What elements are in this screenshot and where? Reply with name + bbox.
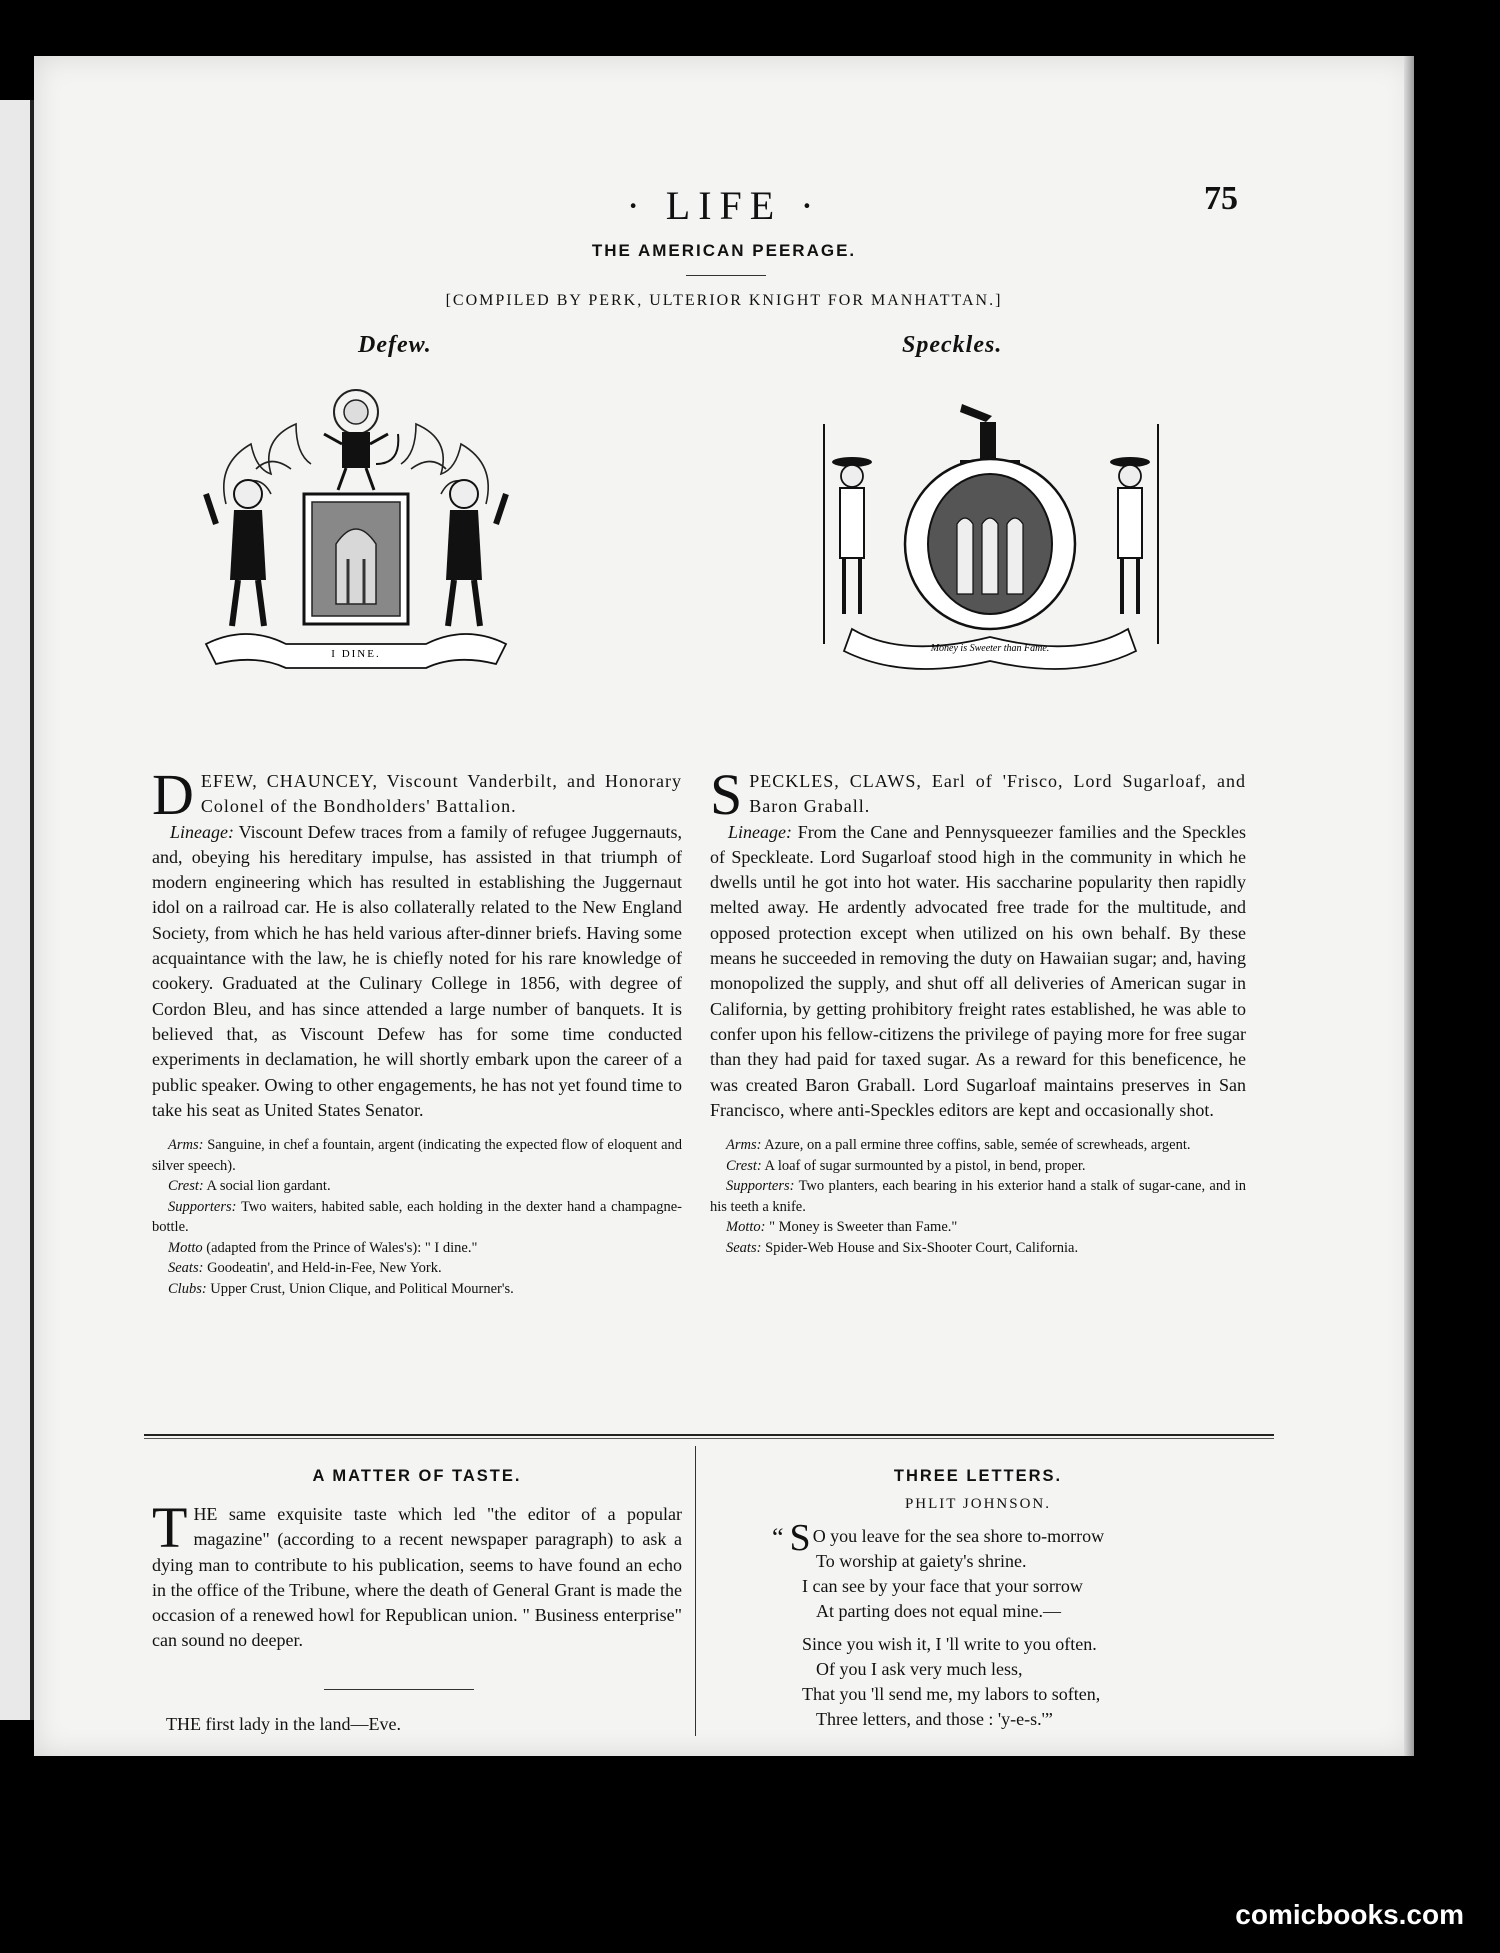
defew-drop-cap: D [152, 762, 195, 827]
magazine-page [34, 56, 1414, 1756]
defew-supporters [152, 1197, 682, 1238]
poem-open-quote: “ [772, 1523, 784, 1552]
speckles-lineage-paragraph [710, 820, 1246, 1124]
speckles-crest [710, 1156, 1246, 1177]
poem-line: At parting does not equal mine.— [816, 1601, 1061, 1621]
heraldry-text: Azure, on a pall ermine three coffins, sable, semée of screwheads, argent. [764, 1137, 1191, 1154]
compiled-by-line: [COMPILED BY PERK, ULTERIOR KNIGHT FOR MANHATTAN.] [445, 292, 1003, 309]
poem-line: I can see by your face that your sorrow [802, 1576, 1083, 1596]
defew-clubs [152, 1279, 682, 1300]
speckles-entry [710, 762, 1246, 1258]
speckles-drop-cap: S [710, 762, 744, 827]
heraldry-label: Motto: [726, 1219, 766, 1236]
defew-lead-text: EFEW, CHAUNCEY, Viscount Vanderbilt, and Honorary Colonel of the Bondholders' Battalion. [200, 771, 682, 817]
adjacent-page-edge [0, 100, 34, 1720]
taste-drop-cap: T [152, 1495, 188, 1560]
speckles-motto-ribbon: Money is Sweeter than Fame. [930, 643, 1050, 654]
speckles-seats [710, 1238, 1246, 1259]
defew-seats [152, 1258, 682, 1279]
speckles-heading: Speckles. [902, 332, 1003, 358]
matter-of-taste-title: A MATTER OF TASTE. [312, 1467, 522, 1485]
poem-line: That you 'll send me, my labors to soften, [802, 1684, 1101, 1704]
first-lady-jest: THE first lady in the land—Eve. [166, 1714, 401, 1734]
heraldry-label: Crest: [168, 1178, 204, 1195]
defew-motto-ribbon: I DINE. [331, 648, 381, 660]
poem-line: Of you I ask very much less, [816, 1659, 1023, 1679]
heraldry-text: Goodeatin', and Held-in-Fee, New York. [207, 1260, 442, 1277]
social-lion-crest [324, 390, 398, 490]
speckles-lineage-label: Lineage: [728, 821, 792, 842]
heraldry-text: Spider-Web House and Six-Shooter Court, California. [765, 1239, 1079, 1256]
three-letters-title: THREE LETTERS. [893, 1467, 1063, 1485]
defew-coat-of-arms-illustration [186, 374, 526, 674]
poem-line-text: O you leave for the sea shore to-morrow [812, 1526, 1105, 1546]
poem-line: Since you wish it, I 'll write to you often. [802, 1634, 1097, 1654]
heraldry-text: (adapted from the Prince of Wales's): " I dine." [206, 1239, 478, 1256]
heraldry-label: Clubs: [168, 1280, 207, 1297]
speckles-supporters [710, 1176, 1246, 1217]
defew-heading: Defew. [358, 332, 432, 358]
defew-lineage-label: Lineage: [170, 821, 234, 842]
heraldry-label: Supporters: [726, 1178, 795, 1195]
speckles-lineage-text: From the Cane and Pennysqueezer families and the Speckles of Speckleate. Lord Sugarloaf stood high in the community in which he dwells until he got into hot water. His saccharine popularity then rapidly melted away. He ardently advocated free trade for the multitude, and opposed protection except when utilized on his own behalf. By these means he succeeded in removing the duty on Hawaiian sugar; and, having monopolized the supply, and shut off all deliveries of American sugar in California, by getting prohibitory freight rates established, he was able to confer upon his fellow-citizens the privilege of paying more for free sugar than they had paid for taxed sugar. As a reward for this beneficence, he was created Baron Graball. Lord Sugarloaf maintains preserves in San Francisco, where anti-Speckles editors are kept and occasionally shot. [710, 821, 1246, 1120]
heraldry-text: Two planters, each bearing in his exterior hand a stalk of sugar-cane, and in his teeth a knife. [710, 1178, 1246, 1215]
site-watermark: comicbooks.com [1235, 1899, 1464, 1930]
heraldry-text: Two waiters, habited sable, each holding in the dexter hand a champagne-bottle. [152, 1198, 682, 1236]
defew-heraldry [152, 1135, 682, 1299]
poem-line: Three letters, and those : 'y-e-s.'” [816, 1709, 1053, 1729]
heraldry-label: Crest: [726, 1157, 762, 1174]
poem-drop-cap: S [789, 1517, 811, 1559]
heraldry-label: Motto [168, 1239, 203, 1256]
heraldry-label: Seats: [168, 1260, 204, 1277]
poem-line [772, 1517, 1105, 1559]
speckles-arms [710, 1135, 1246, 1156]
section-divider-thin [144, 1438, 1274, 1439]
heraldry-text: Sanguine, in chef a fountain, argent (indicating the expected flow of eloquent and silver speech). [152, 1137, 683, 1174]
defew-lineage-paragraph [152, 820, 682, 1124]
defew-crest [152, 1176, 682, 1197]
oval-shield-with-coffins [905, 459, 1075, 629]
speckles-motto [710, 1217, 1246, 1238]
speckles-coat-of-arms-illustration [812, 394, 1172, 684]
heraldry-label: Arms: [726, 1137, 762, 1154]
defew-lead-paragraph [152, 762, 682, 827]
speckles-lead-text: PECKLES, CLAWS, Earl of 'Frisco, Lord Sugarloaf, and Baron Graball. [749, 771, 1246, 817]
masthead-title: · LIFE · [626, 183, 822, 228]
heraldry-label: Arms: [168, 1137, 204, 1154]
column-divider [695, 1446, 696, 1736]
heraldry-label: Supporters: [168, 1198, 237, 1215]
three-letters-poem [772, 1518, 1104, 1732]
section-divider [144, 1434, 1274, 1436]
headline-rule [686, 275, 766, 276]
poem-line: To worship at gaiety's shrine. [816, 1551, 1027, 1571]
taste-paragraph [152, 1495, 682, 1654]
speckles-heraldry [710, 1135, 1246, 1258]
jest-rule [324, 1689, 474, 1690]
page-edge-shadow [1404, 56, 1414, 1756]
defew-motto [152, 1238, 682, 1259]
defew-lineage-text: Viscount Defew traces from a family of refugee Juggernauts, and, obeying his hereditary impulse, has assisted in that triumph of modern engineering which has resulted in establishing the Juggernaut idol on a railroad car. He is also collaterally related to the New England Society, from which he has held various after-dinner briefs. Having some acquaintance with the law, he is chiefly noted for his rare knowledge of cookery. Graduated at the Culinary College in 1856, with degree of Cordon Bleu, and has since attended a large number of banquets. It is believed that, as Viscount Defew has for some time conducted experiments in declamation, he will shortly embark upon the career of a public speaker. Owing to other engagements, he has not yet found time to take his seat as United States Senator. [152, 821, 682, 1120]
heraldry-text: A social lion gardant. [206, 1178, 331, 1195]
article-headline: THE AMERICAN PEERAGE. [591, 241, 857, 260]
heraldry-label: Seats: [726, 1239, 762, 1256]
shield-with-fountain [304, 494, 408, 624]
matter-of-taste-body [152, 1495, 682, 1654]
poem-author: PHLIT JOHNSON. [904, 1496, 1052, 1512]
defew-arms [152, 1135, 682, 1176]
heraldry-text: " Money is Sweeter than Fame." [769, 1219, 958, 1236]
defew-entry [152, 762, 683, 1299]
heraldry-text: Upper Crust, Union Clique, and Political Mourner's. [210, 1280, 514, 1297]
taste-text: HE same exquisite taste which led "the editor of a popular magazine" (according to a recent newspaper paragraph) to ask a dying man to contribute to his publication, seems to have found an echo in the office of the Tribune, where the death of General Grant is made the occasion of a renewed howl for Republican union. " Business enterprise" can sound no deeper. [152, 1504, 682, 1651]
heraldry-text: A loaf of sugar surmounted by a pistol, in bend, proper. [764, 1157, 1086, 1174]
speckles-lead-paragraph [710, 762, 1246, 827]
page-number: 75 [1204, 180, 1238, 217]
